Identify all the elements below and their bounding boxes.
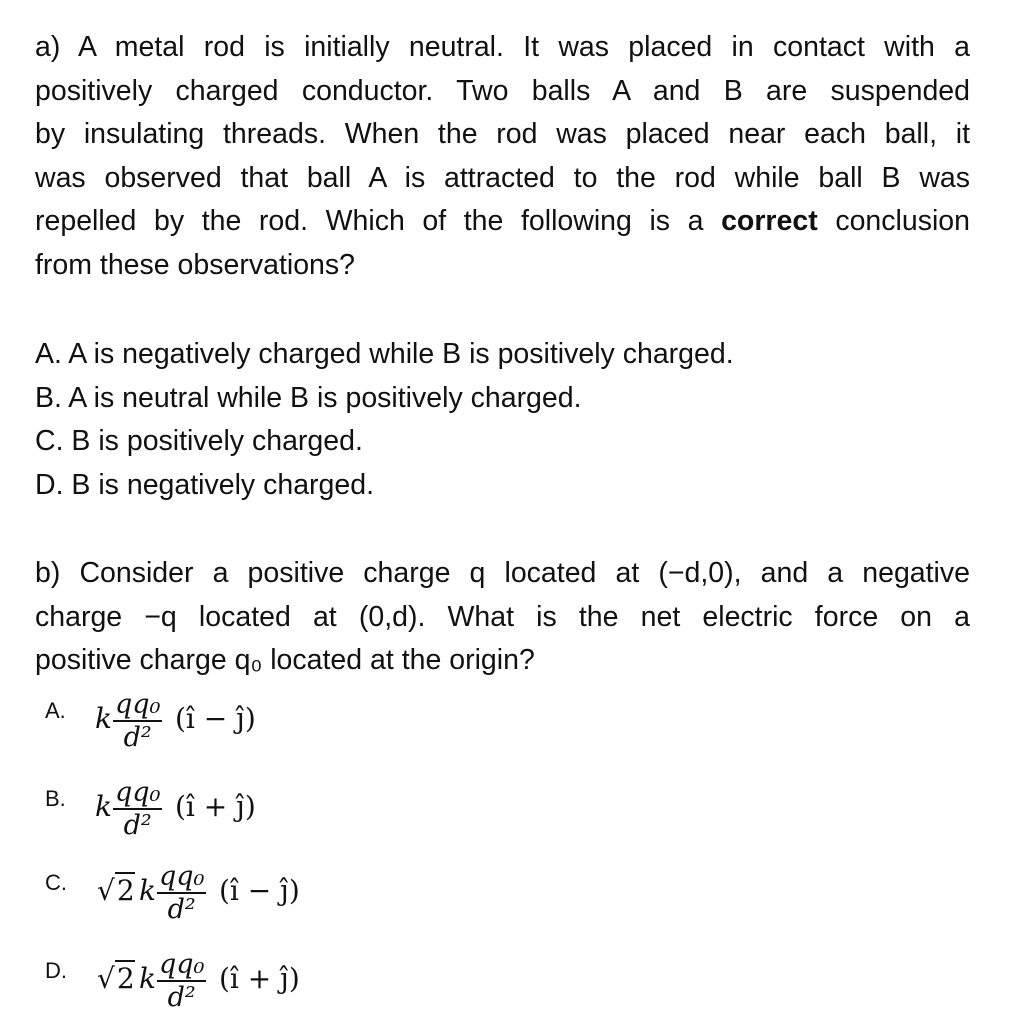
fraction [113, 778, 162, 842]
vector: (î − ĵ) [175, 702, 256, 735]
question-b-line-1: b) Consider a positive charge q located at (−d,0), and a negative [35, 557, 970, 589]
denominator: d² [167, 982, 196, 1013]
fraction [157, 862, 206, 926]
option-letter: A. [45, 698, 66, 723]
question-a-line-6: from these observations? [35, 248, 355, 281]
numerator: qq₀ [159, 861, 205, 892]
question-a-line-2: positively charged conductor. Two balls A and B are suspended [35, 74, 970, 107]
formula-prefix: k [139, 962, 156, 995]
question-a-line-1: a) A metal rod is initially neutral. It was placed in contact with a [35, 31, 970, 63]
option-a-A[interactable]: A. A is negatively charged while B is positively charged. [35, 338, 734, 370]
numerator: qq₀ [159, 949, 205, 980]
formula-prefix: k [95, 702, 112, 735]
sqrt-symbol: √ [97, 962, 115, 995]
question-a-options [35, 333, 734, 507]
formula-prefix: k [95, 790, 112, 823]
vector: (î + ĵ) [219, 962, 300, 995]
question-a-line-3: by insulating threads. When the rod was placed near each ball, it [35, 118, 970, 150]
option-letter: D. [45, 958, 67, 983]
question-b-line-3: positive charge q₀ located at the origin? [35, 644, 535, 676]
sqrt-radicand: 2 [116, 874, 135, 907]
sqrt-term [97, 962, 135, 995]
question-a-line-5-end: conclusion [817, 205, 970, 237]
option-a-C[interactable]: C. B is positively charged. [35, 425, 363, 457]
numerator: qq₀ [115, 689, 161, 720]
sqrt-radicand: 2 [116, 962, 135, 995]
option-b-A[interactable] [45, 690, 445, 760]
question-b-text [35, 552, 970, 683]
vector: (î + ĵ) [175, 790, 256, 823]
numerator: qq₀ [115, 777, 161, 808]
option-b-C[interactable] [45, 862, 445, 932]
question-a-line-5 [35, 200, 970, 244]
fraction [157, 950, 206, 1014]
formula-prefix: k [139, 874, 156, 907]
question-a-text [35, 26, 970, 287]
denominator: d² [167, 894, 196, 925]
denominator: d² [123, 810, 152, 841]
question-a-line-5-start: repelled by the rod. Which of the following is a [35, 205, 722, 237]
option-letter: C. [45, 870, 67, 895]
sqrt-symbol: √ [97, 874, 115, 907]
option-b-B[interactable] [45, 778, 445, 848]
option-a-B[interactable]: B. A is neutral while B is positively charged. [35, 381, 582, 414]
option-letter: B. [45, 786, 66, 811]
option-b-D[interactable] [45, 950, 445, 1020]
emphasis-correct: correct [721, 205, 818, 237]
question-a-line-4: was observed that ball A is attracted to the rod while ball B was [35, 161, 970, 194]
fraction [113, 690, 162, 754]
vector: (î − ĵ) [219, 874, 300, 907]
sqrt-term [97, 874, 135, 907]
denominator: d² [123, 722, 152, 753]
option-a-D[interactable]: D. B is negatively charged. [35, 468, 375, 501]
question-b-line-2: charge −q located at (0,d). What is the net electric force on a [35, 600, 970, 633]
